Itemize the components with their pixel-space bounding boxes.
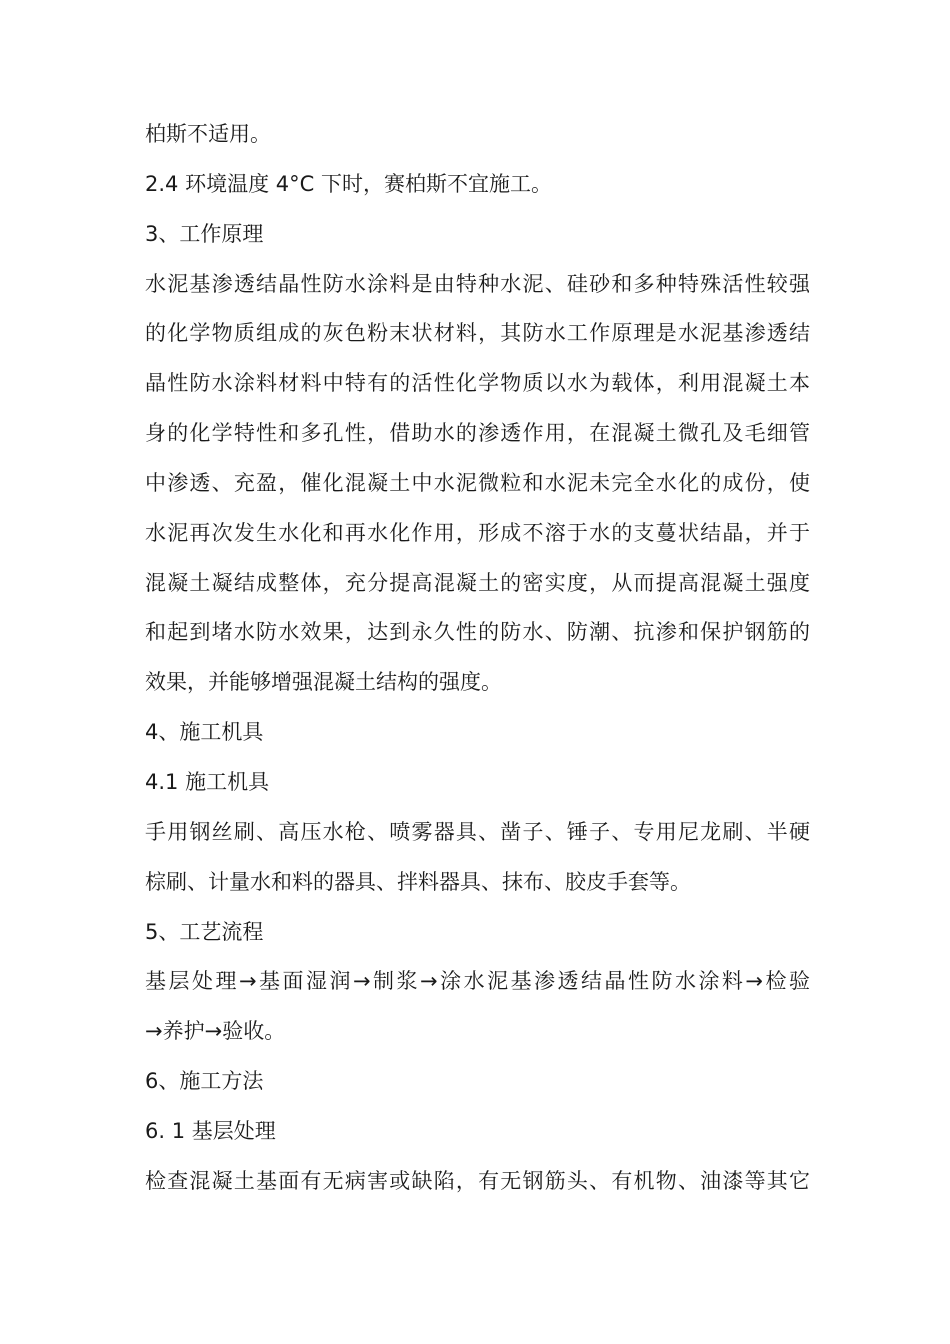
text-line: 水泥再次发生水化和再水化作用，形成不溶于水的支蔓状结晶，并于	[145, 520, 810, 545]
text-line: 效果，并能够增强混凝土结构的强度。	[145, 670, 502, 695]
section-4-1-heading: 4.1 施工机具	[145, 769, 270, 794]
section-6-heading: 6、施工方法	[145, 1069, 264, 1094]
section-3-heading: 3、工作原理	[145, 221, 264, 246]
section-2-4-text: 2.4 环境温度 4°C 下时，赛柏斯不宜施工。	[145, 171, 552, 196]
base-treatment-paragraph	[145, 1157, 810, 1207]
text-line: 手用钢丝刷、高压水枪、喷雾器具、凿子、锤子、专用尼龙刷、半硬	[145, 819, 810, 844]
section-5-heading: 5、工艺流程	[145, 919, 264, 944]
text-line: 棕刷、计量水和料的器具、拌料器具、抹布、胶皮手套等。	[145, 869, 691, 894]
process-flow-paragraph	[145, 957, 810, 1057]
text-line: 的化学物质组成的灰色粉末状材料，其防水工作原理是水泥基渗透结	[145, 321, 810, 346]
text-line: 基层处理→基面湿润→制浆→涂水泥基渗透结晶性防水涂料→检验	[145, 969, 810, 994]
text-line: 和起到堵水防水效果，达到永久性的防水、防潮、抗渗和保护钢筋的	[145, 620, 810, 645]
tools-paragraph	[145, 808, 810, 908]
text-line: 晶性防水涂料材料中特有的活性化学物质以水为载体，利用混凝土本	[145, 371, 810, 396]
text-line: 身的化学特性和多孔性，借助水的渗透作用，在混凝土微孔及毛细管	[145, 421, 810, 446]
document-body	[145, 110, 810, 1207]
text-line: 柏斯不适用。	[145, 122, 271, 146]
text-line: 中渗透、充盈，催化混凝土中水泥微粒和水泥未完全水化的成份，使	[145, 470, 810, 495]
working-principle-paragraph	[145, 260, 810, 709]
text-line: 水泥基渗透结晶性防水涂料是由特种水泥、硅砂和多种特殊活性较强	[145, 271, 810, 296]
text-line: 混凝土凝结成整体，充分提高混凝土的密实度，从而提高混凝土强度	[145, 570, 810, 595]
text-line: 检查混凝土基面有无病害或缺陷，有无钢筋头、有机物、油漆等其它	[145, 1168, 810, 1193]
section-4-heading: 4、施工机具	[145, 720, 264, 745]
text-line: →养护→验收。	[145, 1019, 286, 1044]
section-6-1-heading: 6. 1 基层处理	[145, 1118, 276, 1143]
